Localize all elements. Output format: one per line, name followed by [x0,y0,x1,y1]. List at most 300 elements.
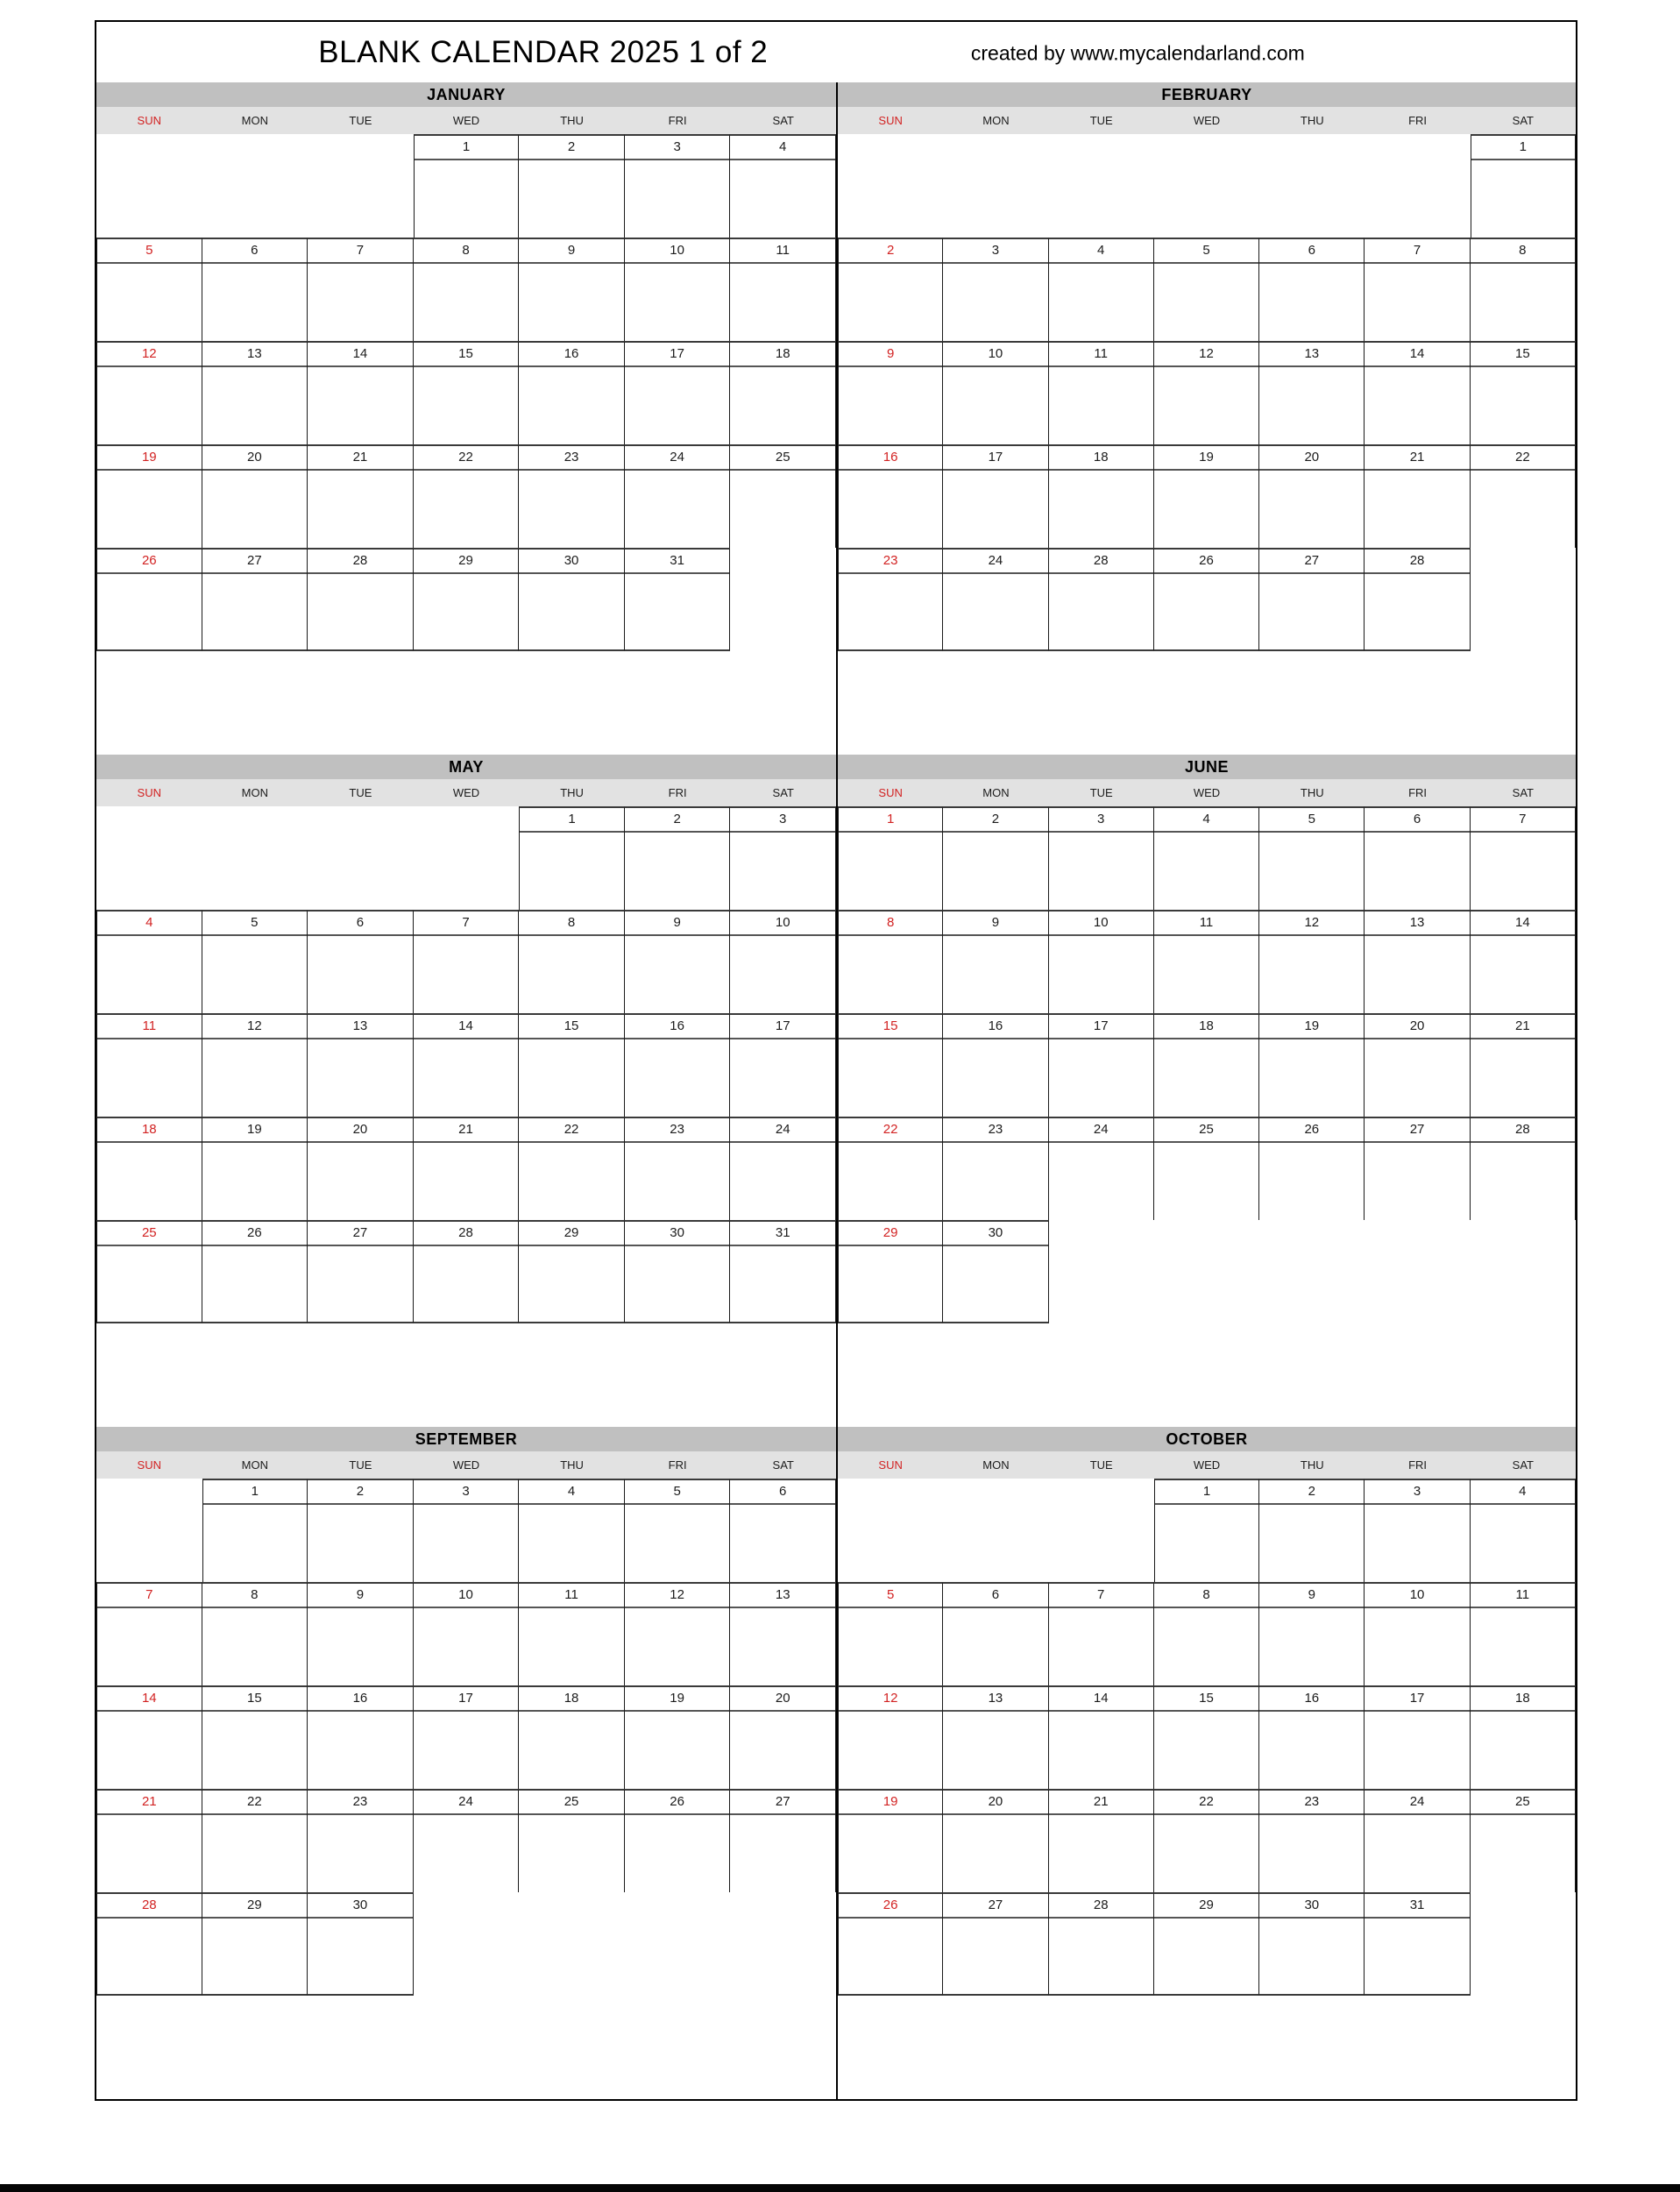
empty-day-slot [414,1323,520,1427]
day-number: 5 [202,912,308,936]
day-writing-space [414,1246,519,1322]
empty-day-slot [202,1996,308,2099]
day-cell [943,238,1048,341]
day-cell [943,548,1048,651]
day-cell [96,1582,202,1685]
day-writing-space [1049,264,1153,341]
day-writing-space [308,1039,413,1117]
day-number: 25 [1154,1118,1258,1143]
week-row [838,806,1576,910]
day-cell [730,1220,836,1323]
day-writing-space [1471,367,1575,444]
dow-label-thu: THU [1300,786,1324,799]
day-number: 21 [1049,1791,1153,1815]
day-writing-space [519,367,624,444]
day-cell [1259,1685,1365,1789]
day-cell [1049,1582,1154,1685]
day-writing-space [943,264,1047,341]
day-number: 9 [308,1584,413,1608]
day-cell [308,444,414,548]
day-cell [625,910,731,1013]
day-writing-space [1049,1039,1153,1117]
day-cell [414,1479,520,1582]
week-row [96,444,836,548]
day-writing-space [839,1815,942,1892]
day-cell [838,341,943,444]
day-writing-space [202,936,308,1013]
day-cell [625,1685,731,1789]
day-number: 5 [1154,239,1258,264]
day-cell [414,1685,520,1789]
day-number: 24 [625,446,730,471]
day-number: 16 [625,1015,730,1039]
day-writing-space [97,1815,202,1892]
day-writing-space [97,1246,202,1322]
day-writing-space [1471,1712,1575,1789]
week-row [838,651,1576,755]
calendar-sheet [95,20,1577,2101]
day-number: 2 [308,1480,413,1505]
week-row [838,1323,1576,1427]
day-number: 21 [1471,1015,1575,1039]
day-writing-space [519,160,624,238]
day-cell [202,1220,308,1323]
day-cell [1471,910,1576,1013]
day-writing-space [308,936,413,1013]
day-writing-space [730,367,835,444]
day-number: 27 [943,1894,1047,1919]
day-writing-space [625,574,730,649]
empty-day-slot [943,651,1048,755]
empty-day-slot [1365,1323,1470,1427]
day-writing-space [943,936,1047,1013]
day-number: 16 [943,1015,1047,1039]
empty-day-slot [1471,1892,1576,1996]
day-number: 3 [943,239,1047,264]
day-writing-space [730,160,835,238]
day-cell [1154,1892,1259,1996]
day-cell [96,548,202,651]
day-cell [1471,1117,1576,1220]
day-cell [1154,1013,1259,1117]
week-row [838,1996,1576,2099]
day-cell [519,806,625,910]
day-number: 18 [1049,446,1153,471]
day-cell [730,1013,836,1117]
day-number: 15 [1154,1687,1258,1712]
day-number: 14 [308,343,413,367]
day-number: 18 [97,1118,202,1143]
dow-label-sun: SUN [137,786,161,799]
day-writing-space [202,1039,308,1117]
day-writing-space [625,1039,730,1117]
day-number: 10 [943,343,1047,367]
day-writing-space [1365,1608,1469,1685]
week-row [96,1323,836,1427]
day-writing-space [1471,471,1575,548]
empty-day-slot [943,134,1048,238]
dow-header-row [96,1451,836,1479]
day-number: 19 [625,1687,730,1712]
day-cell [519,1479,625,1582]
day-writing-space [519,264,624,341]
dow-label-sat: SAT [772,114,794,127]
day-number: 13 [730,1584,835,1608]
empty-day-slot [96,651,202,755]
week-row [96,1582,836,1685]
day-cell [730,806,836,910]
day-writing-space [1259,574,1364,649]
day-number: 25 [97,1222,202,1246]
empty-day-slot [96,806,202,910]
day-cell [943,1892,1048,1996]
day-writing-space [943,1039,1047,1117]
empty-day-slot [1049,1323,1154,1427]
day-writing-space [97,1143,202,1220]
day-number: 18 [519,1687,624,1712]
day-number: 15 [839,1015,942,1039]
day-cell [519,1685,625,1789]
day-cell [1259,910,1365,1013]
day-cell [943,1117,1048,1220]
day-writing-space [625,1246,730,1322]
day-cell [519,1013,625,1117]
day-cell [1049,1117,1154,1220]
day-writing-space [1259,1712,1364,1789]
day-number: 19 [1259,1015,1364,1039]
day-cell [730,238,836,341]
day-cell [414,1582,520,1685]
day-number: 26 [625,1791,730,1815]
dow-label-tue: TUE [1089,786,1113,799]
day-cell [96,444,202,548]
day-number: 20 [202,446,308,471]
day-number: 17 [414,1687,519,1712]
day-number: 15 [1471,343,1575,367]
day-cell [202,910,308,1013]
day-cell [1259,1117,1365,1220]
day-writing-space [730,1505,835,1582]
day-writing-space [943,471,1047,548]
day-writing-space [1154,1143,1258,1220]
day-writing-space [1365,1039,1469,1117]
day-number: 30 [519,550,624,574]
day-number: 19 [202,1118,308,1143]
day-writing-space [1154,1919,1258,1994]
empty-day-slot [202,1323,308,1427]
day-writing-space [839,1143,942,1220]
empty-day-slot [414,1996,520,2099]
day-cell [1154,341,1259,444]
day-number: 23 [625,1118,730,1143]
day-writing-space [202,574,308,649]
day-number: 8 [519,912,624,936]
day-number: 27 [1365,1118,1469,1143]
dow-label-wed: WED [1193,1458,1221,1472]
day-number: 1 [203,1480,308,1505]
day-writing-space [1154,367,1258,444]
day-number: 28 [1471,1118,1575,1143]
empty-day-slot [730,1323,836,1427]
month-title: SEPTEMBER [96,1427,836,1451]
day-cell [1471,134,1576,238]
empty-day-slot [1154,1996,1259,2099]
day-number: 5 [97,239,202,264]
day-cell [943,444,1048,548]
day-cell [730,910,836,1013]
dow-label-fri: FRI [1408,1458,1428,1472]
day-cell [1365,1892,1470,1996]
day-cell [308,1220,414,1323]
day-number: 18 [1471,1687,1575,1712]
day-cell [308,548,414,651]
day-number: 3 [730,808,835,833]
day-writing-space [625,833,730,910]
day-cell [96,341,202,444]
dow-label-tue: TUE [1089,1458,1113,1472]
day-cell [838,1117,943,1220]
day-writing-space [1259,936,1364,1013]
day-number: 29 [1154,1894,1258,1919]
day-writing-space [1154,1712,1258,1789]
day-cell [625,1220,731,1323]
day-writing-space [1154,471,1258,548]
day-writing-space [414,1712,519,1789]
day-number: 6 [730,1480,835,1505]
day-cell [838,910,943,1013]
day-writing-space [1154,936,1258,1013]
day-writing-space [202,471,308,548]
empty-day-slot [1365,651,1470,755]
day-cell [308,1582,414,1685]
week-row [96,134,836,238]
dow-label-thu: THU [1300,1458,1324,1472]
day-writing-space [308,1815,413,1892]
day-cell [1049,444,1154,548]
day-cell [1471,1013,1576,1117]
day-number: 9 [1259,1584,1364,1608]
day-number: 1 [1155,1480,1258,1505]
day-cell [414,910,520,1013]
dow-label-sat: SAT [1512,1458,1534,1472]
day-writing-space [1049,936,1153,1013]
dow-label-thu: THU [1300,114,1324,127]
day-number: 6 [308,912,413,936]
day-number: 20 [943,1791,1047,1815]
day-number: 15 [414,343,519,367]
day-cell [1365,238,1470,341]
month-block-february [836,82,1576,755]
day-number: 1 [520,808,624,833]
day-number: 8 [202,1584,308,1608]
day-cell [414,238,520,341]
empty-day-slot [519,1323,625,1427]
day-writing-space [839,1039,942,1117]
day-number: 28 [1049,550,1153,574]
dow-label-fri: FRI [1408,114,1428,127]
day-writing-space [1471,833,1575,910]
day-cell [414,341,520,444]
day-writing-space [1049,574,1153,649]
day-writing-space [1365,936,1469,1013]
day-number: 28 [308,550,413,574]
day-writing-space [730,936,835,1013]
empty-day-slot [1154,1323,1259,1427]
dow-label-wed: WED [452,1458,480,1472]
day-number: 24 [730,1118,835,1143]
empty-day-slot [1259,134,1365,238]
day-writing-space [414,1143,519,1220]
empty-day-slot [1471,651,1576,755]
dow-label-tue: TUE [349,786,372,799]
day-writing-space [730,1246,835,1322]
day-cell [1365,1789,1470,1892]
day-cell [943,1013,1048,1117]
day-number: 14 [1365,343,1469,367]
day-cell [308,910,414,1013]
day-number: 3 [625,136,730,160]
day-number: 26 [202,1222,308,1246]
empty-day-slot [1259,1996,1365,2099]
day-cell [625,1582,731,1685]
day-cell [1154,910,1259,1013]
day-cell [838,1220,943,1323]
empty-day-slot [96,1323,202,1427]
day-writing-space [839,471,942,548]
month-block-october [836,1427,1576,2099]
day-cell [96,910,202,1013]
day-writing-space [97,264,202,341]
dow-label-sun: SUN [878,1458,903,1472]
empty-day-slot [625,1323,731,1427]
day-writing-space [943,833,1047,910]
dow-label-mon: MON [241,1458,269,1472]
day-writing-space [1471,1039,1575,1117]
day-number: 14 [97,1687,202,1712]
day-cell [96,1220,202,1323]
empty-day-slot [1154,651,1259,755]
day-cell [838,444,943,548]
day-number: 27 [308,1222,413,1246]
week-row [96,548,836,651]
day-writing-space [1471,1505,1575,1582]
dow-label-sun: SUN [878,786,903,799]
day-writing-space [1049,1815,1153,1892]
empty-day-slot [202,806,308,910]
day-cell [202,1582,308,1685]
day-cell [202,1892,308,1996]
day-cell [96,1117,202,1220]
day-number: 13 [1259,343,1364,367]
day-number: 22 [519,1118,624,1143]
day-cell [202,238,308,341]
day-writing-space [943,1919,1047,1994]
day-number: 17 [943,446,1047,471]
day-cell [202,1685,308,1789]
day-writing-space [1365,833,1469,910]
dow-label-sat: SAT [772,1458,794,1472]
day-cell [1154,238,1259,341]
day-writing-space [414,1039,519,1117]
day-cell [96,1789,202,1892]
dow-header-row [838,107,1576,134]
day-writing-space [97,367,202,444]
day-cell [730,341,836,444]
dow-label-mon: MON [982,1458,1010,1472]
day-cell [1049,910,1154,1013]
day-number: 11 [519,1584,624,1608]
day-writing-space [1154,1039,1258,1117]
empty-day-slot [1154,1220,1259,1323]
day-cell [519,1117,625,1220]
day-number: 20 [730,1687,835,1712]
dow-label-mon: MON [982,786,1010,799]
day-writing-space [1471,1608,1575,1685]
day-number: 23 [1259,1791,1364,1815]
day-cell [1471,444,1576,548]
day-writing-space [308,1919,413,1994]
day-writing-space [625,1712,730,1789]
day-number: 7 [1049,1584,1153,1608]
week-row [96,1685,836,1789]
day-number: 24 [1365,1791,1469,1815]
month-block-may [96,755,836,1427]
day-number: 25 [730,446,835,471]
day-cell [1259,444,1365,548]
month-block-september [96,1427,836,2099]
day-cell [519,444,625,548]
day-writing-space [308,471,413,548]
day-number: 3 [1365,1480,1469,1505]
day-cell [625,238,731,341]
day-writing-space [1471,1815,1575,1892]
day-number: 14 [414,1015,519,1039]
day-number: 10 [1365,1584,1469,1608]
day-number: 18 [1154,1015,1258,1039]
day-writing-space [414,1505,519,1582]
empty-day-slot [519,1996,625,2099]
day-number: 13 [1365,912,1469,936]
day-cell [625,1117,731,1220]
day-writing-space [1365,1815,1469,1892]
day-number: 11 [1049,343,1153,367]
day-cell [1365,806,1470,910]
day-number: 27 [1259,550,1364,574]
day-number: 22 [839,1118,942,1143]
empty-day-slot [838,1479,943,1582]
dow-label-tue: TUE [349,114,372,127]
day-cell [730,444,836,548]
day-cell [519,134,625,238]
day-number: 26 [1154,550,1258,574]
day-writing-space [1365,1919,1469,1994]
day-writing-space [1259,1039,1364,1117]
day-number: 7 [97,1584,202,1608]
day-cell [625,1479,731,1582]
day-writing-space [1259,367,1364,444]
day-writing-space [943,1815,1047,1892]
week-row [96,910,836,1013]
day-cell [1154,444,1259,548]
day-cell [1049,1685,1154,1789]
day-writing-space [1259,1143,1364,1220]
empty-day-slot [838,1323,943,1427]
day-writing-space [202,367,308,444]
day-writing-space [97,574,202,649]
months-grid [96,82,1576,2099]
day-writing-space [730,1143,835,1220]
day-number: 7 [414,912,519,936]
